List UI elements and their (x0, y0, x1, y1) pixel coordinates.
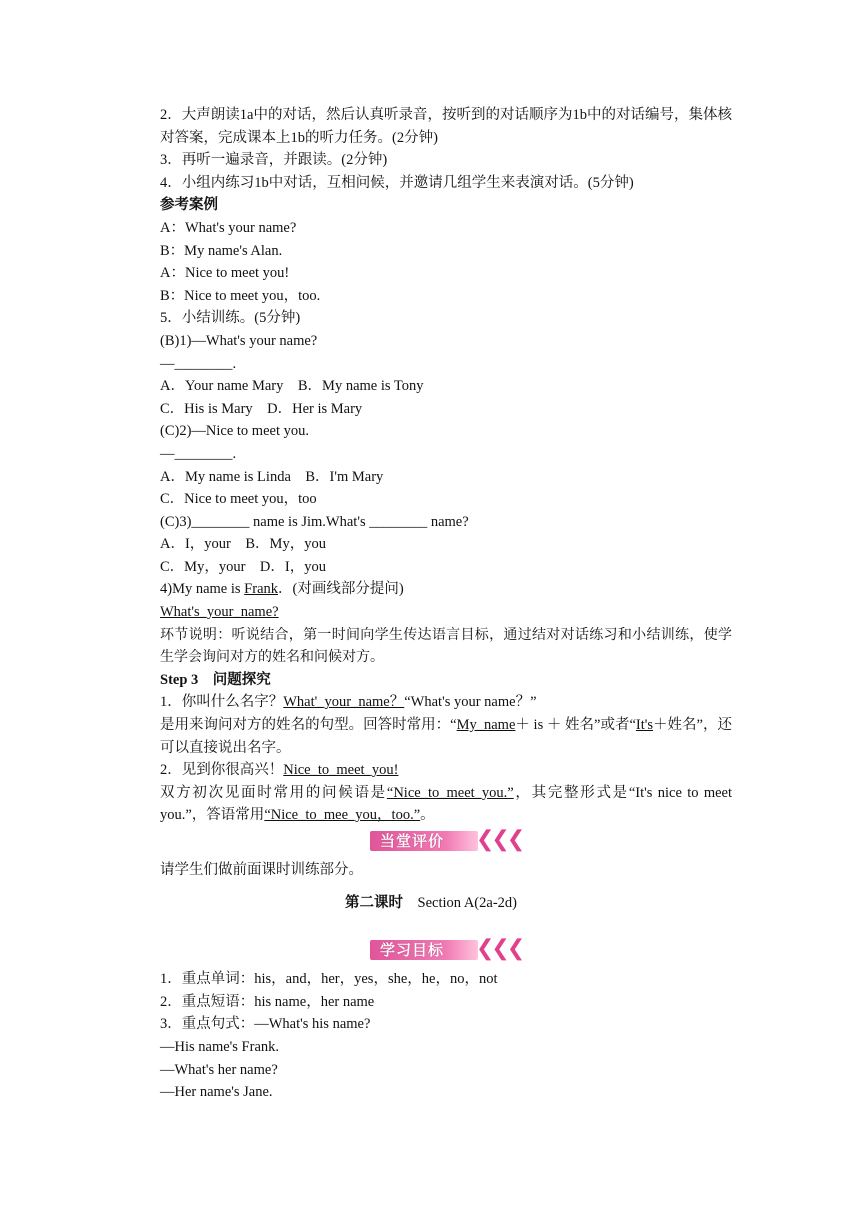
point-1-explain: 是用来询问对方的姓名的句型。回答时常用：“My_name＋ is ＋ 姓名”或者“It's＋姓名”，还可以直接说出名字。 (160, 717, 733, 756)
goal-item: —What's her name? (160, 1061, 278, 1078)
case-line: B：My name's Alan. (160, 242, 283, 259)
step3-title: 问题探究 (212, 671, 271, 688)
q4-pre: 4)My name is (160, 581, 245, 598)
evaluation-text: 请学生们做前面课时训练部分。 (160, 862, 363, 878)
case-line: B：Nice to meet you，too. (160, 287, 321, 304)
section-note: 环节说明：听说结合，第一时间向学生传达语言目标，通过结对对话练习和小结训练，使学生学会询问对方的姓名和问候对方。 (160, 626, 732, 666)
case-line: A：What's your name? (160, 219, 297, 236)
learning-goals-banner (130, 938, 732, 962)
document-page (130, 104, 732, 1104)
case-heading: 参考案例 (160, 197, 218, 214)
step2-item-3: 3．再听一遍录音，并跟读。(2分钟) (160, 152, 388, 169)
step3-label: Step 3 (160, 671, 199, 688)
step2-item-4: 4．小组内练习1b中对话，互相问候，并邀请几组学生来表演对话。(5分钟) (160, 174, 634, 191)
q4-underlined: Frank (244, 581, 279, 598)
q3-stem: (C)3)________ name is Jim.What's ________ name? (160, 513, 469, 530)
q3-options-cd: C．My，your D．I，you (160, 558, 326, 575)
goal-item: —Her name's Jane. (160, 1084, 273, 1101)
step2-item-2: 2．大声朗读1a中的对话，然后认真听录音，按听到的对话顺序为1b中的对话编号，集体核对答案，完成课本上1b的听力任务。(2分钟) (160, 107, 732, 146)
drill-heading: 5．小结训练。(5分钟) (160, 310, 301, 327)
q2-options-c: C．Nice to meet you，too (160, 491, 317, 508)
q2-blank: —________. (160, 445, 237, 462)
goal-item: 1．重点单词：his，and，her，yes，she，he，no，not (160, 971, 498, 988)
goal-item: 3．重点句式：—What's his name? (160, 1016, 371, 1033)
q4-stem (130, 578, 732, 601)
q3-options-ab: A．I，your B．My，you (160, 536, 326, 553)
q2-stem: (C)2)—Nice to meet you. (160, 423, 309, 440)
q1-options-cd: C．His is Mary D．Her is Mary (160, 400, 363, 417)
q1-blank: —________. (160, 355, 237, 372)
q2-options-ab: A．My name is Linda B．I'm Mary (160, 468, 384, 485)
goal-item: —His name's Frank. (160, 1038, 280, 1055)
step3-heading (130, 669, 732, 692)
lesson-title: 第二课时 Section A(2a-2d) (345, 894, 517, 911)
banner-title: 当堂评价 (380, 832, 445, 850)
banner-title: 学习目标 (380, 941, 445, 960)
case-line: A：Nice to meet you! (160, 265, 290, 282)
chevron-left-icon: ❮❮❮ (476, 936, 523, 962)
point-2-explain: 双方初次见面时常用的问候语是“Nice_to_meet_you.”，其完整形式是“It's nice to meet you.”，答语常用“Nice_to_mee_you，too.”。 (160, 784, 733, 824)
goal-item: 2．重点短语：his name，her name (160, 993, 375, 1010)
point-2: 2．见到你很高兴！Nice_to_meet_you! (160, 762, 399, 779)
evaluation-banner (130, 829, 732, 853)
q1-options-ab: A．Your name Mary B．My name is Tony (160, 378, 424, 395)
point-1: 1．你叫什么名字？What'_your_name？“What's your name？” (160, 694, 537, 711)
chevron-left-icon: ❮❮❮ (476, 827, 523, 852)
q1-stem: (B)1)—What's your name? (160, 332, 318, 349)
q4-answer: What's_your_name? (160, 604, 279, 621)
q4-post: ．(对画线部分提问) (278, 581, 404, 598)
